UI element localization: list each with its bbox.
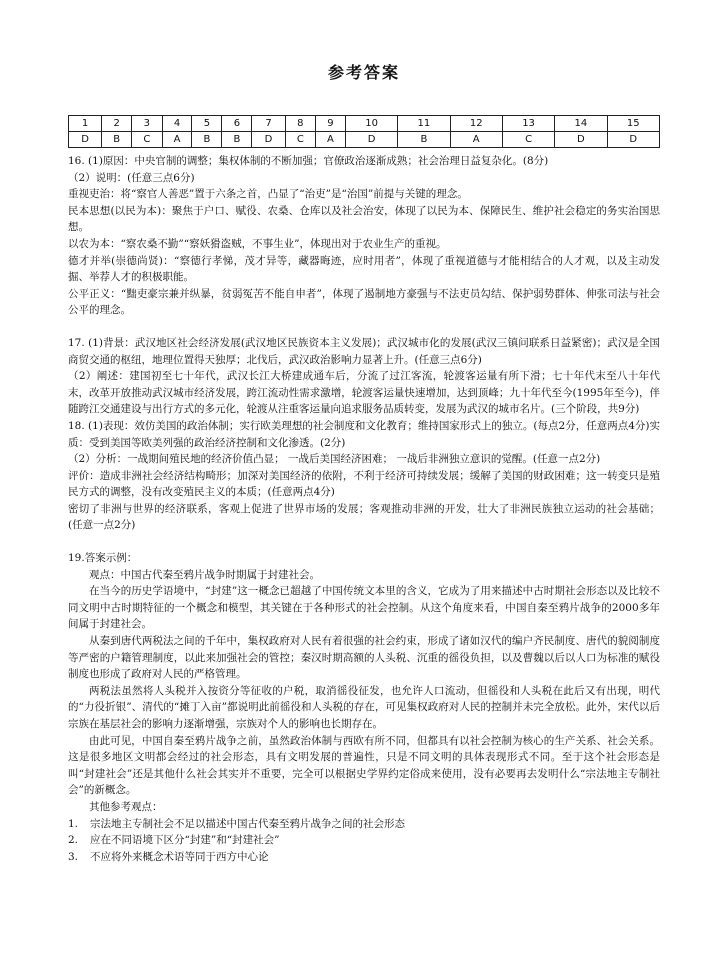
q16-point: 重视吏治：将“察官人善恶”置于六条之首，凸显了“治吏”是“治国”前提与关键的理念。 xyxy=(68,188,468,201)
q16-point: 公平正义：“黜吏豪宗兼并纵暴，贫弱冤苦不能自申者”，体现了遏制地方豪强与不法吏员勾结、保护弱势群体、伸张司法与社会公平的理念。 xyxy=(68,287,660,317)
answer-cell: D xyxy=(607,132,659,148)
list-number: 2. xyxy=(68,834,79,847)
list-item xyxy=(68,816,660,833)
answer-cell: A xyxy=(316,132,346,148)
question-number: 7 xyxy=(252,116,285,132)
q18-evaluation-2: 密切了非洲与世界的经济联系，客观上促进了世界市场的发展；客观推动非洲的开发，壮大了非洲民族独立运动的社会基础；(任意一点2分) xyxy=(68,502,660,532)
q16-reasons: 16. (1)原因：中央官制的调整；集权体制的不断加强；官僚政治逐渐成熟；社会治理日益复杂化。(8分) xyxy=(68,155,549,167)
q19-other-views-heading: 其他参考观点： xyxy=(89,800,163,813)
q19-paragraph: 两税法虽然将人头税并入按资分等征收的户税，取消徭役征发，也允许人口流动，但徭役和人头税在此后又有出现，明代的“力役折银”、清代的“摊丁入亩”都说明此前徭役和人头税的存在，可见集权政府对人民的控制并未完全放松。此外，宋代以后宗族在基层社会的影响力逐渐增强，宗族对个人的影响也长期存在。 xyxy=(68,684,660,730)
answer-cell: A xyxy=(450,132,502,148)
question-number: 15 xyxy=(607,116,659,132)
q19-paragraph: 由此可见，中国自秦至鸦片战争之前，虽然政治体制与西欧有所不同，但都具有以社会控制为核心的生产关系、社会关系。这是很多地区文明都会经过的社会形态，具有文明发展的普遍性，只是不同文明的具体表现形式不同。至于这个社会形态是叫“封建社会”还是其他什么社会其实并不重要，完全可以根据史学界约定俗成来使用，没有必要再去发明什么“宗法地主专制社会”的新概念。 xyxy=(68,734,660,797)
list-number: 3. xyxy=(68,850,79,863)
question-number: 1 xyxy=(69,116,102,132)
q16-explanation-heading: （2）说明：(任意三点6分) xyxy=(68,171,195,184)
question-18 xyxy=(68,418,660,534)
list-text: 宗法地主专制社会不足以描述中国古代秦至鸦片战争之间的社会形态 xyxy=(90,817,405,830)
q18-manifestation: 18. (1)表现：效仿美国的政治体制；实行欧美理想的社会制度和文化教育；维持国家形式上的独立。(每点2分，任意两点4分)实质：受到美国等欧美列强的政治经济控制和文化渗透。(2分) xyxy=(68,419,660,449)
question-number: 4 xyxy=(162,116,192,132)
answer-cell: C xyxy=(502,132,554,148)
question-19 xyxy=(68,550,660,865)
question-number: 10 xyxy=(345,116,397,132)
q19-paragraph: 从秦到唐代两税法之间的千年中，集权政府对人民有着很强的社会约束，形成了诸如汉代的编户齐民制度、唐代的貌阅制度等严密的户籍管理制度，以此来加强社会的管控；秦汉时期高额的人头税、沉重的徭役负担，以及曹魏以后以人口为标准的赋役制度也形成了政府对人民的严格管理。 xyxy=(68,635,660,681)
answer-cell: D xyxy=(345,132,397,148)
q19-viewpoint: 观点：中国古代秦至鸦片战争时期属于封建社会。 xyxy=(89,568,320,581)
question-number: 5 xyxy=(192,116,222,132)
list-number: 1. xyxy=(68,817,79,830)
answer-cell: B xyxy=(192,132,222,148)
question-number: 14 xyxy=(555,116,607,132)
q16-point: 民本思想(以民为本)：聚焦于户口、赋役、农桑、仓库以及社会治安，体现了以民为本、保障民生、维护社会稳定的务实治国思想。 xyxy=(68,204,660,234)
spacer xyxy=(68,319,660,335)
q16-point: 以农为本：“察农桑不勤”“察妖猾盗贼，不事生业”，体现出对于农业生产的重视。 xyxy=(68,237,447,250)
list-item xyxy=(68,849,660,866)
q19-heading: 19.答案示例： xyxy=(68,552,138,565)
q18-evaluation: 评价：造成非洲社会经济结构畸形；加深对美国经济的依附，不利于经济可持续发展；缓解了美国的财政困难；这一转变只是殖民方式的调整，没有改变殖民主义的本质；(任意两点4分) xyxy=(68,469,660,499)
answer-body xyxy=(68,153,660,865)
answer-table-number-row xyxy=(69,116,660,132)
answer-cell: D xyxy=(555,132,607,148)
q17-background: 17. (1)背景：武汉地区社会经济发展(武汉地区民族资本主义发展)；武汉城市化的发展(武汉三镇问联系日益紧密)；武汉是全国商贸交通的枢纽，地理位置得天独厚；北伐后，武汉政治影响力显著上升。(任意三点6分) xyxy=(68,336,660,366)
answer-cell: C xyxy=(132,132,162,148)
answer-cell: A xyxy=(162,132,192,148)
q18-analysis: （2）分析：一战期间殖民地的经济价值凸显； 一战后美国经济困难； 一战后非洲独立意识的觉醒。(任意一点2分) xyxy=(68,453,601,466)
q17-elaboration: （2）阐述：建国初至七十年代，武汉长江大桥建成通车后，分流了过江客流，轮渡客运量有所下滑；七十年代末至八十年代末，改革开放推动武汉城市经济发展，跨江流动性需求激增，轮渡客运量快速增加，达到顶峰；九十年代至今(1995年至今)，伴随跨江交通建设与出行方式的多元化，轮渡从注重客运量向追求服务品质转变，发展为武汉的城市名片。(三个阶段，共9分) xyxy=(68,370,660,416)
question-number: 12 xyxy=(450,116,502,132)
page-title: 参考答案 xyxy=(327,63,400,82)
answer-cell: D xyxy=(69,132,102,148)
q19-other-views-list xyxy=(68,816,660,866)
list-item xyxy=(68,832,660,849)
question-number: 13 xyxy=(502,116,554,132)
question-number: 9 xyxy=(316,116,346,132)
answer-table xyxy=(68,115,660,148)
question-16 xyxy=(68,153,660,319)
q19-paragraph: 在当今的历史学语境中，“封建”这一概念已超越了中国传统文本里的含义，它成为了用来描述中古时期社会形态以及比较不同文明中古时期特征的一个概念和模型，其关键在于各种形式的社会控制。从这个角度来看，中国自秦至鸦片战争的2000多年间属于封建社会。 xyxy=(68,585,660,631)
question-number: 11 xyxy=(398,116,450,132)
question-number: 2 xyxy=(102,116,132,132)
answer-cell: D xyxy=(252,132,285,148)
q16-point: 德才并举(崇德尚贤)：“察德行孝悌，茂才异等，藏器晦迹，应时用者”，体现了重视道德与才能相结合的人才观，以及主动发掘、举荐人才的积极职能。 xyxy=(68,254,660,284)
spacer xyxy=(68,534,660,550)
list-text: 不应将外来概念术语等同于西方中心论 xyxy=(90,850,269,863)
question-number: 8 xyxy=(285,116,315,132)
answer-cell: B xyxy=(222,132,252,148)
question-17 xyxy=(68,335,660,418)
answer-cell: B xyxy=(398,132,450,148)
answer-cell: B xyxy=(102,132,132,148)
answer-table-answer-row xyxy=(69,132,660,148)
question-number: 3 xyxy=(132,116,162,132)
list-text: 应在不同语境下区分“封建”和“封建社会” xyxy=(90,834,280,847)
answer-cell: C xyxy=(285,132,315,148)
question-number: 6 xyxy=(222,116,252,132)
